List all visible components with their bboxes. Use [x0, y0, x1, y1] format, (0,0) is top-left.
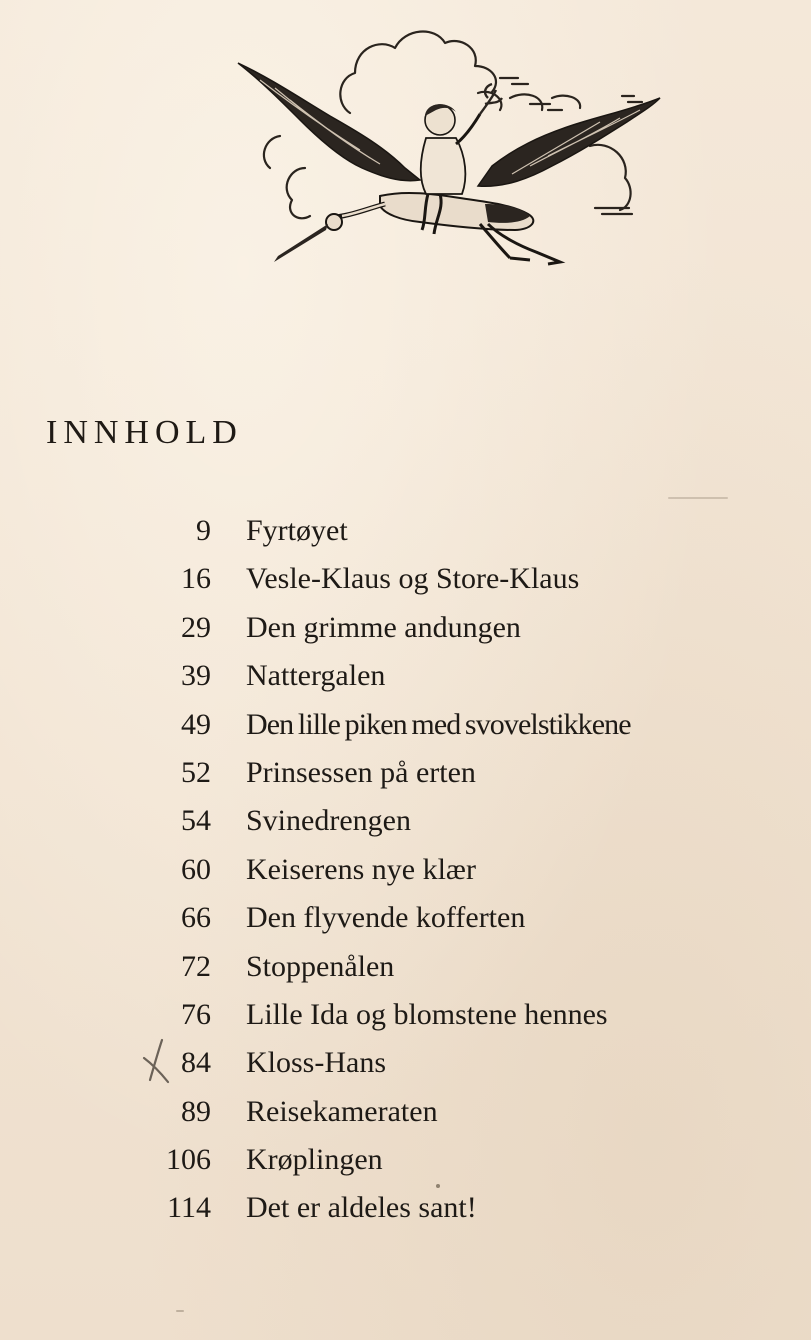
- toc-entry: [0, 609, 811, 657]
- toc-page-number: 39: [181, 659, 211, 693]
- stork-right-wing: [478, 98, 660, 186]
- toc-page-number: 9: [196, 514, 211, 547]
- paper-speck: [176, 1310, 184, 1312]
- toc-title: Nattergalen: [246, 659, 386, 693]
- toc-title: Kloss-Hans: [246, 1046, 386, 1080]
- toc-page-number: 76: [181, 997, 211, 1031]
- paper-speck: [668, 497, 728, 499]
- toc-page-number: 66: [181, 901, 211, 935]
- toc-entry: [0, 948, 811, 996]
- table-of-contents: [0, 512, 811, 1238]
- toc-entry: [0, 512, 811, 560]
- toc-page-number: 106: [166, 1143, 211, 1177]
- paper-speck: [436, 1184, 440, 1188]
- toc-page-number: 52: [181, 755, 211, 789]
- toc-entry: [0, 802, 811, 850]
- toc-title: Svinedrengen: [246, 804, 411, 838]
- toc-entry: [0, 996, 811, 1044]
- toc-page-number: 54: [181, 804, 211, 838]
- toc-entry: [0, 754, 811, 802]
- toc-entry: [0, 899, 811, 947]
- toc-title: Reisekameraten: [246, 1094, 438, 1128]
- toc-entry: [0, 1044, 811, 1092]
- toc-entry: [0, 851, 811, 899]
- toc-page-number: 72: [181, 949, 211, 983]
- toc-page-number: 84: [181, 1046, 211, 1080]
- toc-title: Keiserens nye klær: [246, 852, 476, 886]
- toc-page-number: 49: [181, 707, 211, 741]
- toc-title: Fyrtøyet: [246, 514, 348, 547]
- contents-heading: INNHOLD: [46, 414, 243, 451]
- toc-title: Lille Ida og blomstene hennes: [246, 997, 608, 1031]
- toc-page-number: 60: [181, 852, 211, 886]
- toc-title: Det er aldeles sant!: [246, 1191, 477, 1225]
- toc-page-number: 114: [167, 1191, 211, 1225]
- toc-title: Den flyvende kofferten: [246, 901, 526, 935]
- toc-entry: [0, 657, 811, 705]
- toc-entry: [0, 1141, 811, 1189]
- toc-page-number: 29: [181, 610, 211, 644]
- stork-illustration: [230, 18, 670, 273]
- toc-page-number: 89: [181, 1094, 211, 1128]
- toc-title: Stoppenålen: [246, 949, 395, 983]
- toc-title: Den grimme andungen: [246, 610, 521, 644]
- toc-entry: [0, 706, 811, 754]
- toc-entry: [0, 1093, 811, 1141]
- toc-entry: [0, 1189, 811, 1237]
- toc-page-number: 16: [181, 562, 211, 596]
- toc-title: Krøplingen: [246, 1143, 383, 1177]
- toc-title: Vesle-Klaus og Store-Klaus: [246, 562, 580, 596]
- toc-entry: [0, 560, 811, 608]
- toc-title: Prinsessen på erten: [246, 755, 476, 789]
- pencil-x-mark-icon: [138, 1036, 176, 1086]
- stork-beak: [274, 224, 328, 262]
- toc-title: Den lille piken med svovelstikkene: [246, 707, 631, 741]
